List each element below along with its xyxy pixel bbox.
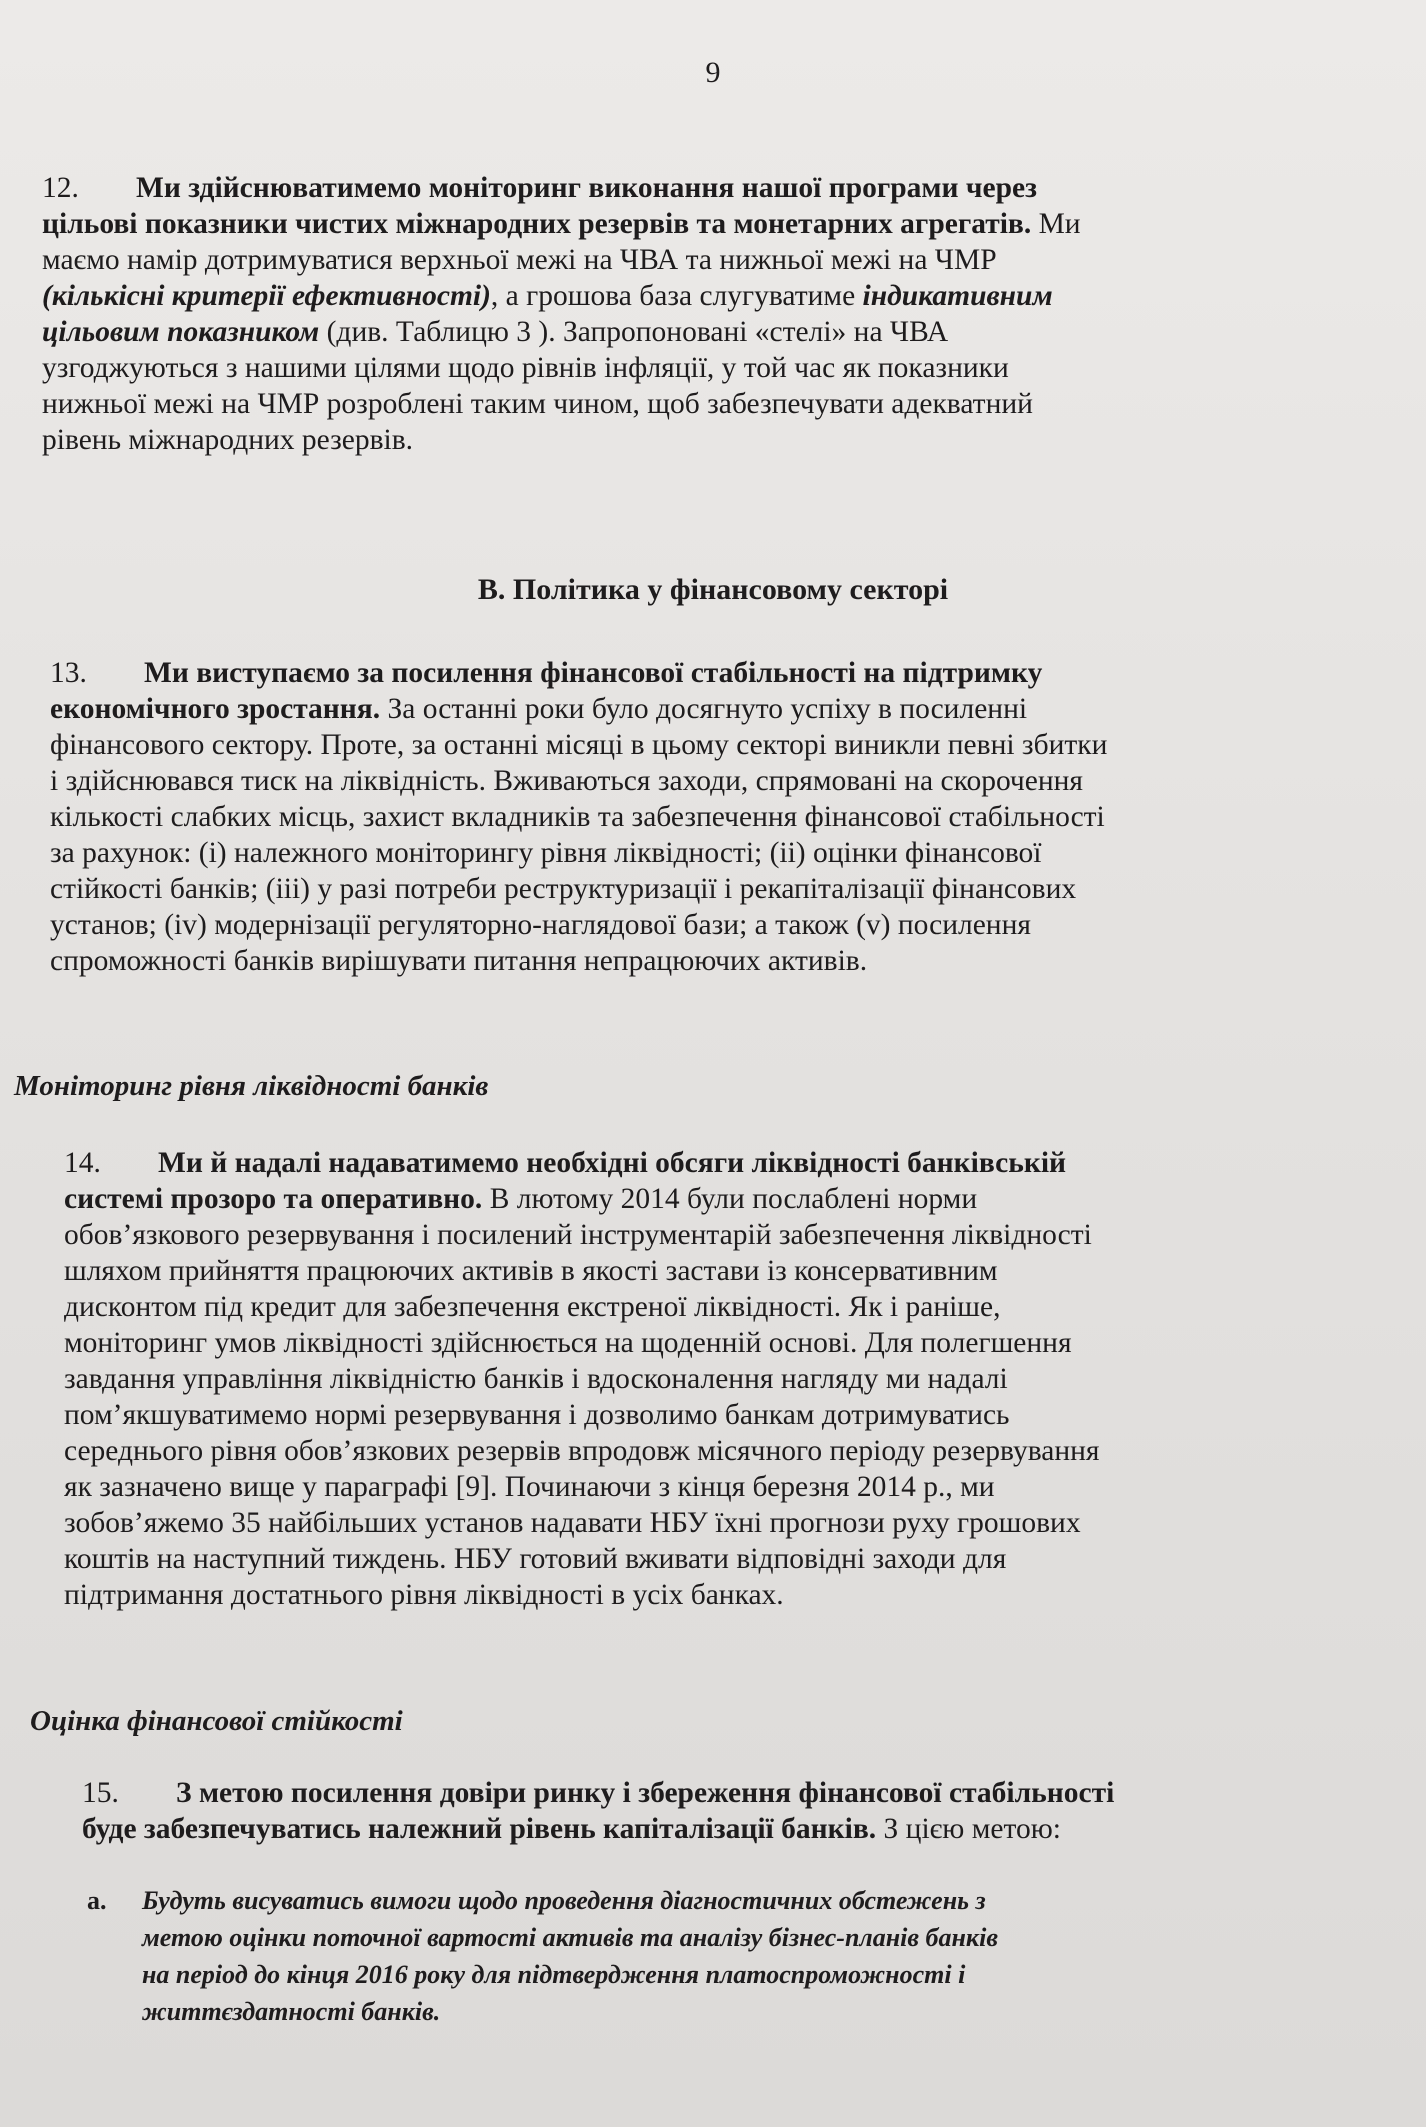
paragraph-13-line-8: установ; (iv) модернізації регуляторно-наглядової бази; а також (v) посилення — [50, 909, 1031, 941]
paragraph-14-line-11: зобов’яжемо 35 найбільших установ надавати НБУ їхні прогнози руху грошових — [64, 1507, 1081, 1539]
paragraph-13-line-6: за рахунок: (i) належного моніторингу рівня ліквідності; (ii) оцінки фінансової — [50, 837, 1042, 869]
paragraph-12-line-7: нижньої межі на ЧМР розроблені таким чином, щоб забезпечувати адекватний — [42, 388, 1033, 420]
paragraph-14-line-6: моніторинг умов ліквідності здійснюється на щоденній основі. Для полегшення — [64, 1327, 1072, 1359]
body-text: (див. Таблицю 3 ). Запропоновані «стелі» на ЧВА — [319, 316, 949, 348]
paragraph-13-line-1 — [50, 655, 1390, 691]
paragraph-14-line-3: обов’язкового резервування і посилений інструментарій забезпечення ліквідності — [64, 1219, 1092, 1251]
bold-italic-text: індикативним — [862, 280, 1053, 312]
bold-text: системі прозоро та оперативно. — [64, 1183, 483, 1215]
subheading-liquidity: Моніторинг рівня ліквідності банків — [14, 1070, 489, 1102]
paragraph-13-line-7: стійкості банків; (iii) у разі потреби реструктуризації і рекапіталізації фінансових — [50, 873, 1077, 905]
paragraph-14-line-9: середнього рівня обов’язкових резервів впродовж місячного періоду резервування — [64, 1435, 1100, 1467]
list-item-a-line-1: Будуть висуватись вимоги щодо проведення діагностичних обстежень з — [142, 1886, 986, 1915]
paragraph-14-line-10: як зазначено вище у параграфі [9]. Починаючи з кінця березня 2014 р., ми — [64, 1471, 995, 1503]
paragraph-14-line-13: підтримання достатнього рівня ліквідності в усіх банках. — [64, 1579, 784, 1611]
bold-text: Ми здійснюватимемо моніторинг виконання нашої програми через — [136, 172, 1037, 204]
section-heading: B. Політика у фінансовому секторі — [477, 573, 949, 606]
list-marker: a. — [87, 1886, 107, 1915]
bold-text: цільові показники чистих міжнародних резервів та монетарних агрегатів. — [42, 208, 1032, 240]
list-item-a-line-4: життєздатності банків. — [142, 1997, 441, 2026]
paragraph-14-line-1 — [64, 1145, 1394, 1181]
paragraph-13-line-5: кількості слабких місць, захист вкладників та забезпечення фінансової стабільності — [50, 801, 1105, 833]
paragraph-12-line-1 — [42, 170, 1382, 206]
body-text: Ми — [1031, 208, 1081, 240]
paragraph-12-line-6: узгоджуються з нашими цілями щодо рівнів інфляції, у той час як показники — [42, 352, 1009, 384]
paragraph-13-line-4: і здійснювався тиск на ліквідність. Вживаються заходи, спрямовані на скорочення — [50, 765, 1084, 797]
paragraph-14-line-12: коштів на наступний тиждень. НБУ готовий вживати відповідні заходи для — [64, 1543, 1007, 1575]
bold-text: буде забезпечуватись належний рівень капіталізації банків. — [82, 1813, 877, 1845]
body-text: В лютому 2014 були послаблені норми — [482, 1183, 978, 1215]
subheading-stability: Оцінка фінансової стійкості — [30, 1705, 403, 1737]
paragraph-15-line-2 — [82, 1811, 1402, 1847]
paragraph-12-line-5 — [42, 314, 1382, 350]
paragraph-15 — [82, 1775, 1402, 1847]
paragraph-13 — [50, 655, 1390, 979]
paragraph-13-line-2 — [50, 691, 1390, 727]
paragraph-12-line-8: рівень міжнародних резервів. — [42, 424, 414, 456]
bold-italic-text: (кількісні критерії ефективності) — [42, 280, 491, 312]
paragraph-number: 12. — [42, 172, 79, 204]
paragraph-12 — [42, 170, 1382, 458]
page-number: 9 — [705, 56, 721, 89]
bold-text: економічного зростання. — [50, 693, 381, 725]
bold-text: Ми виступаємо за посилення фінансової стабільності на підтримку — [144, 657, 1043, 689]
paragraph-13-line-9: спроможності банків вирішувати питання непрацюючих активів. — [50, 945, 868, 977]
paragraph-12-line-3: маємо намір дотримуватися верхньої межі на ЧВА та нижньої межі на ЧМР — [42, 244, 997, 276]
list-item-a — [87, 1882, 1382, 2030]
paragraph-number: 14. — [64, 1147, 101, 1179]
list-item-a-line-3: на період до кінця 2016 року для підтвердження платоспроможності і — [142, 1960, 966, 1989]
paragraph-14-line-8: пом’якшуватимемо нормі резервування і дозволимо банкам дотримуватись — [64, 1399, 1010, 1431]
paragraph-14 — [64, 1145, 1394, 1613]
body-text: З цією метою: — [876, 1813, 1061, 1845]
paragraph-12-line-4 — [42, 278, 1382, 314]
paragraph-14-line-2 — [64, 1181, 1394, 1217]
paragraph-14-line-7: завдання управління ліквідністю банків і вдосконалення нагляду ми надалі — [64, 1363, 1008, 1395]
body-text: За останні роки було досягнуто успіху в посиленні — [380, 693, 1028, 725]
bold-italic-text: цільовим показником — [42, 316, 320, 348]
list-item-a-line-2: метою оцінки поточної вартості активів та аналізу бізнес-планів банків — [142, 1923, 998, 1952]
paragraph-12-line-2 — [42, 206, 1382, 242]
paragraph-number: 15. — [82, 1777, 119, 1809]
paragraph-15-line-1 — [82, 1775, 1402, 1811]
paragraph-14-line-4: шляхом прийняття працюючих активів в якості застави із консервативним — [64, 1255, 998, 1287]
bold-text: З метою посилення довіри ринку і збереження фінансової стабільності — [176, 1777, 1115, 1809]
paragraph-number: 13. — [50, 657, 87, 689]
paragraph-14-line-5: дисконтом під кредит для забезпечення екстреної ліквідності. Як і раніше, — [64, 1291, 1001, 1323]
paragraph-13-line-3: фінансового сектору. Проте, за останні місяці в цьому секторі виникли певні збитки — [50, 729, 1108, 761]
bold-text: Ми й надалі надаватимемо необхідні обсяги ліквідності банківській — [158, 1147, 1067, 1179]
body-text: , а грошова база слугуватиме — [490, 280, 863, 312]
